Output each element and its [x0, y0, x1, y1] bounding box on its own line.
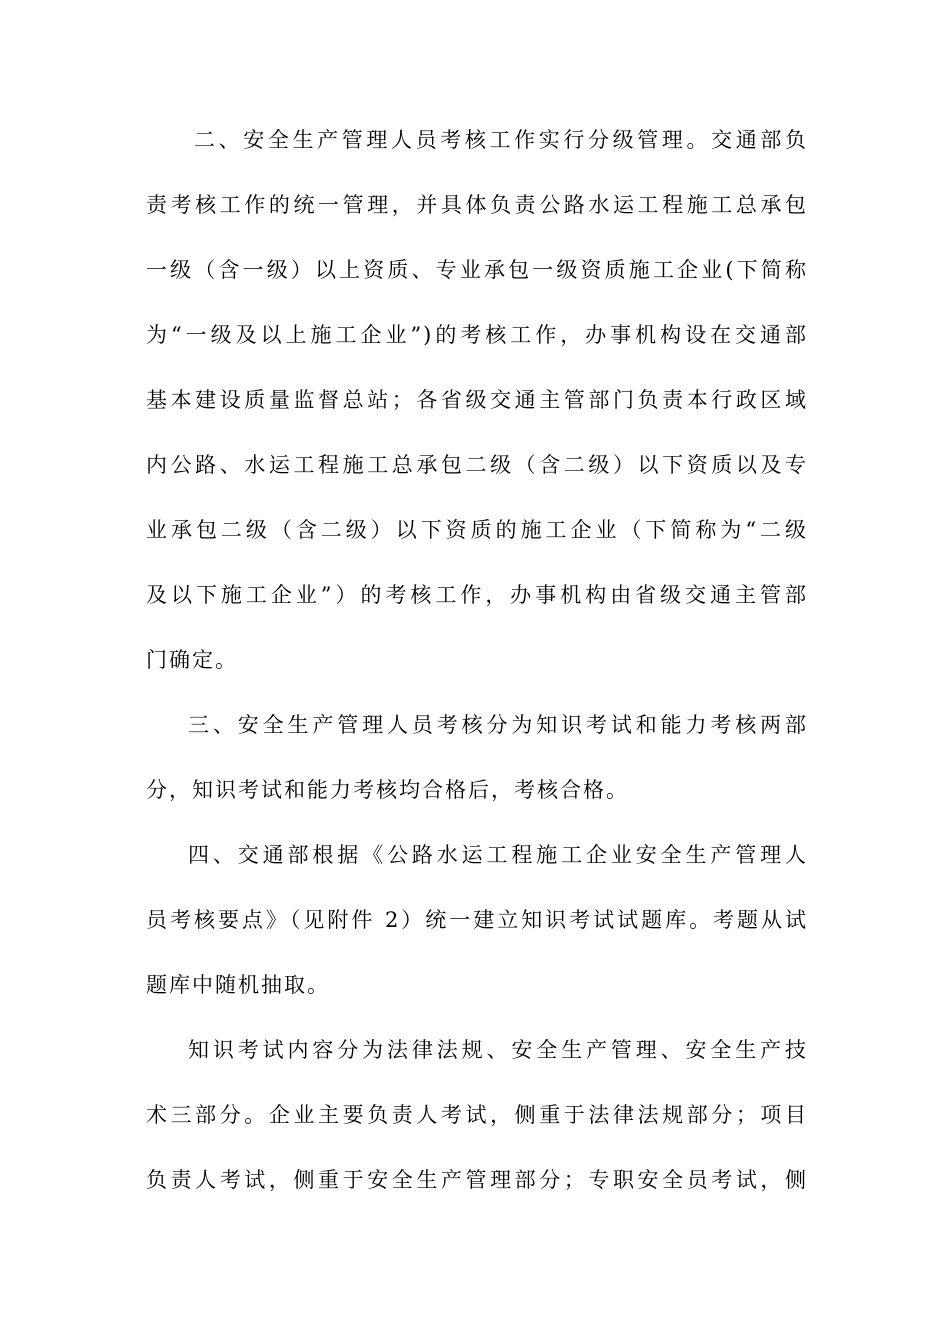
paragraph-2-line-4: 为“一级及以上施工企业”)的考核工作，办事机构设在交通部 [146, 323, 808, 347]
paragraph-2-line-9: 门确定。 [146, 648, 238, 672]
paragraph-2-line-8: 及以下施工企业”）的考核工作，办事机构由省级交通主管部 [146, 583, 808, 607]
paragraph-2-line-7: 业承包二级（含二级）以下资质的施工企业（下简称为“二级 [146, 518, 808, 542]
paragraph-4-line-2: 员考核要点》（见附件 2）统一建立知识考试试题库。考题从试 [146, 908, 808, 932]
paragraph-2-line-3: 一级（含一级）以上资质、专业承包一级资质施工企业(下简称 [146, 258, 808, 282]
paragraph-2-line-6: 内公路、水运工程施工总承包二级（含二级）以下资质以及专 [146, 453, 808, 477]
paragraph-2-line-2: 责考核工作的统一管理，并具体负责公路水运工程施工总承包 [146, 193, 808, 217]
paragraph-3-line-2: 分，知识考试和能力考核均合格后，考核合格。 [146, 778, 629, 802]
paragraph-4-line-3: 题库中随机抽取。 [146, 973, 330, 997]
paragraph-5-line-1: 知识考试内容分为法律法规、安全生产管理、安全生产技 [188, 1038, 808, 1062]
paragraph-2-line-5: 基本建设质量监督总站；各省级交通主管部门负责本行政区域 [146, 388, 808, 412]
paragraph-2-line-1: 二、安全生产管理人员考核工作实行分级管理。交通部负 [194, 128, 808, 152]
document-body [146, 108, 808, 1213]
paragraph-5-line-2: 术三部分。企业主要负责人考试，侧重于法律法规部分；项目 [146, 1103, 808, 1127]
paragraph-3-line-1: 三、安全生产管理人员考核分为知识考试和能力考核两部 [188, 713, 808, 737]
paragraph-5-line-3: 负责人考试，侧重于安全生产管理部分；专职安全员考试，侧 [146, 1168, 808, 1192]
paragraph-4-line-1: 四、交通部根据《公路水运工程施工企业安全生产管理人 [188, 843, 808, 867]
